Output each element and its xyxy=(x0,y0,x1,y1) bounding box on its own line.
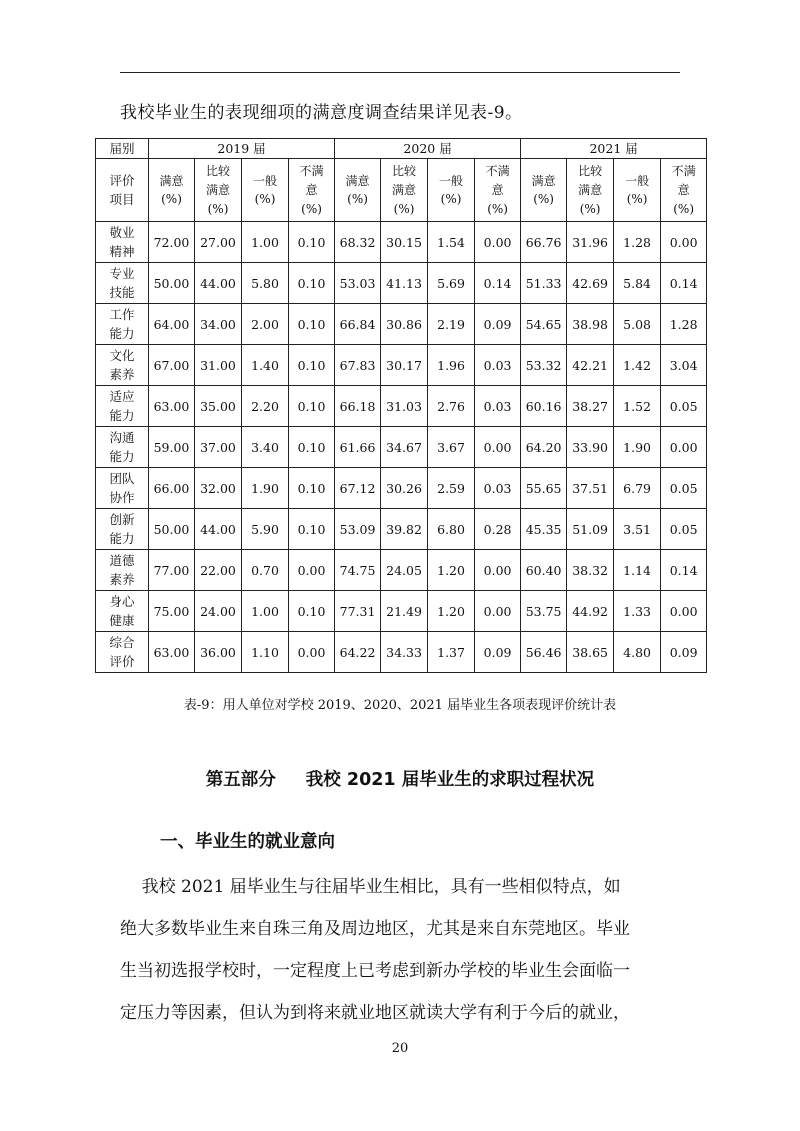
paragraph-line: 绝大多数毕业生来自珠三角及周边地区，尤其是来自东莞地区。毕业 xyxy=(120,919,630,939)
table-row xyxy=(96,468,707,509)
table-cell: 5.84 xyxy=(614,263,661,304)
table-row xyxy=(96,427,707,468)
part-number: 第五部分 xyxy=(205,770,276,790)
table-cell: 1.42 xyxy=(614,345,661,386)
table-cell: 44.92 xyxy=(567,591,614,632)
table-cell: 5.90 xyxy=(242,509,289,550)
table-row xyxy=(96,304,707,345)
table-cell: 0.14 xyxy=(475,263,521,304)
table-cell: 31.00 xyxy=(195,345,242,386)
table-cell: 67.00 xyxy=(149,345,195,386)
table-cell: 31.96 xyxy=(567,222,614,263)
table-cell: 51.33 xyxy=(521,263,567,304)
table-cell: 1.00 xyxy=(242,591,289,632)
table-row xyxy=(96,550,707,591)
table-cell: 1.00 xyxy=(242,222,289,263)
table-cell: 38.27 xyxy=(567,386,614,427)
table-cell: 53.32 xyxy=(521,345,567,386)
column-header: 一般 (%) xyxy=(242,159,289,222)
table-row xyxy=(96,345,707,386)
table-cell: 53.09 xyxy=(335,509,381,550)
part-title xyxy=(0,766,800,791)
table-cell: 61.66 xyxy=(335,427,381,468)
column-header: 不满 意 (%) xyxy=(475,159,521,222)
table-cell: 53.03 xyxy=(335,263,381,304)
row-label: 文化 素养 xyxy=(96,345,149,386)
evaluation-table xyxy=(95,138,707,673)
table-cell: 1.28 xyxy=(661,304,707,345)
table-cell: 3.51 xyxy=(614,509,661,550)
table-cell: 1.90 xyxy=(614,427,661,468)
table-cell: 0.70 xyxy=(242,550,289,591)
table-cell: 56.46 xyxy=(521,632,567,673)
table-cell: 1.14 xyxy=(614,550,661,591)
row-label: 团队 协作 xyxy=(96,468,149,509)
table-cell: 30.26 xyxy=(381,468,428,509)
table-cell: 1.96 xyxy=(428,345,475,386)
table-cell: 5.80 xyxy=(242,263,289,304)
table-cell: 0.10 xyxy=(289,386,335,427)
row-label: 沟通 能力 xyxy=(96,427,149,468)
column-header: 比较 满意 (%) xyxy=(567,159,614,222)
table-cell: 66.76 xyxy=(521,222,567,263)
table-cell: 22.00 xyxy=(195,550,242,591)
table-cell: 0.00 xyxy=(661,427,707,468)
corner-bottom-cell: 评价 项目 xyxy=(96,159,149,222)
table-row xyxy=(96,632,707,673)
table-cell: 5.08 xyxy=(614,304,661,345)
column-header: 比较 满意 (%) xyxy=(381,159,428,222)
table-cell: 34.33 xyxy=(381,632,428,673)
table-row xyxy=(96,222,707,263)
table-cell: 35.00 xyxy=(195,386,242,427)
table-cell: 0.09 xyxy=(475,632,521,673)
table-cell: 30.17 xyxy=(381,345,428,386)
row-label: 专业 技能 xyxy=(96,263,149,304)
table-cell: 37.00 xyxy=(195,427,242,468)
table-cell: 1.40 xyxy=(242,345,289,386)
table-cell: 51.09 xyxy=(567,509,614,550)
table-row xyxy=(96,263,707,304)
table-cell: 0.10 xyxy=(289,591,335,632)
table-cell: 0.14 xyxy=(661,550,707,591)
year-header: 2019 届 xyxy=(149,139,335,159)
table-row xyxy=(96,591,707,632)
table-cell: 55.65 xyxy=(521,468,567,509)
table-cell: 66.84 xyxy=(335,304,381,345)
table-cell: 54.65 xyxy=(521,304,567,345)
table-row xyxy=(96,509,707,550)
table-cell: 34.00 xyxy=(195,304,242,345)
table-cell: 2.20 xyxy=(242,386,289,427)
column-header: 不满 意 (%) xyxy=(289,159,335,222)
table-cell: 68.32 xyxy=(335,222,381,263)
year-header: 2020 届 xyxy=(335,139,521,159)
table-cell: 45.35 xyxy=(521,509,567,550)
row-label: 身心 健康 xyxy=(96,591,149,632)
section-title: 一、毕业生的就业意向 xyxy=(160,832,335,852)
table-cell: 0.10 xyxy=(289,345,335,386)
table-cell: 24.05 xyxy=(381,550,428,591)
table-cell: 2.59 xyxy=(428,468,475,509)
table-cell: 2.19 xyxy=(428,304,475,345)
table-cell: 1.28 xyxy=(614,222,661,263)
table-cell: 0.03 xyxy=(475,386,521,427)
table-cell: 77.31 xyxy=(335,591,381,632)
table-cell: 0.10 xyxy=(289,509,335,550)
table-cell: 30.15 xyxy=(381,222,428,263)
table-cell: 37.51 xyxy=(567,468,614,509)
table-cell: 4.80 xyxy=(614,632,661,673)
table-cell: 41.13 xyxy=(381,263,428,304)
table-cell: 33.90 xyxy=(567,427,614,468)
table-cell: 74.75 xyxy=(335,550,381,591)
table-cell: 0.05 xyxy=(661,386,707,427)
table-cell: 0.00 xyxy=(475,591,521,632)
paragraph-line: 生当初选报学校时，一定程度上已考虑到新办学校的毕业生会面临一 xyxy=(120,961,630,981)
table-cell: 2.76 xyxy=(428,386,475,427)
table-caption: 表-9：用人单位对学校 2019、2020、2021 届毕业生各项表现评价统计表 xyxy=(183,698,617,713)
table-cell: 42.21 xyxy=(567,345,614,386)
table-cell: 3.67 xyxy=(428,427,475,468)
table-cell: 66.18 xyxy=(335,386,381,427)
table-cell: 36.00 xyxy=(195,632,242,673)
intro-text: 我校毕业生的表现细项的满意度调查结果详见表-9。 xyxy=(120,103,523,123)
table-cell: 64.20 xyxy=(521,427,567,468)
table-cell: 0.28 xyxy=(475,509,521,550)
paragraph-line: 我校 2021 届毕业生与往届毕业生相比，具有一些相似特点，如 xyxy=(120,877,621,897)
table-cell: 63.00 xyxy=(149,386,195,427)
table-cell: 30.86 xyxy=(381,304,428,345)
table-cell: 63.00 xyxy=(149,632,195,673)
table-cell: 2.00 xyxy=(242,304,289,345)
table-cell: 0.10 xyxy=(289,263,335,304)
paragraph-line: 定压力等因素，但认为到将来就业地区就读大学有利于今后的就业， xyxy=(120,1003,630,1023)
table-cell: 6.79 xyxy=(614,468,661,509)
table-cell: 0.00 xyxy=(475,427,521,468)
table-cell: 1.52 xyxy=(614,386,661,427)
table-cell: 0.09 xyxy=(475,304,521,345)
table-row xyxy=(96,386,707,427)
row-label: 综合 评价 xyxy=(96,632,149,673)
table-cell: 0.10 xyxy=(289,468,335,509)
table-cell: 32.00 xyxy=(195,468,242,509)
table-cell: 31.03 xyxy=(381,386,428,427)
table-cell: 66.00 xyxy=(149,468,195,509)
table-cell: 0.00 xyxy=(661,222,707,263)
table-cell: 38.65 xyxy=(567,632,614,673)
table-cell: 50.00 xyxy=(149,509,195,550)
row-label: 适应 能力 xyxy=(96,386,149,427)
year-header: 2021 届 xyxy=(521,139,707,159)
table-cell: 0.03 xyxy=(475,468,521,509)
table-cell: 34.67 xyxy=(381,427,428,468)
table-cell: 0.00 xyxy=(289,632,335,673)
table-cell: 59.00 xyxy=(149,427,195,468)
row-label: 创新 能力 xyxy=(96,509,149,550)
row-label: 敬业 精神 xyxy=(96,222,149,263)
table-cell: 39.82 xyxy=(381,509,428,550)
table-cell: 72.00 xyxy=(149,222,195,263)
table-cell: 3.04 xyxy=(661,345,707,386)
table-cell: 1.90 xyxy=(242,468,289,509)
table-cell: 0.14 xyxy=(661,263,707,304)
table-cell: 38.32 xyxy=(567,550,614,591)
table-cell: 0.00 xyxy=(661,591,707,632)
table-cell: 64.00 xyxy=(149,304,195,345)
table-cell: 0.10 xyxy=(289,222,335,263)
table-cell: 5.69 xyxy=(428,263,475,304)
column-header: 一般 (%) xyxy=(614,159,661,222)
part-heading: 我校 2021 届毕业生的求职过程状况 xyxy=(305,770,595,790)
table-cell: 0.03 xyxy=(475,345,521,386)
table-cell: 24.00 xyxy=(195,591,242,632)
table-cell: 27.00 xyxy=(195,222,242,263)
table-cell: 1.37 xyxy=(428,632,475,673)
table-cell: 0.00 xyxy=(289,550,335,591)
row-label: 道德 素养 xyxy=(96,550,149,591)
row-label: 工作 能力 xyxy=(96,304,149,345)
table-cell: 0.05 xyxy=(661,468,707,509)
table-cell: 1.54 xyxy=(428,222,475,263)
table-cell: 1.33 xyxy=(614,591,661,632)
table-cell: 53.75 xyxy=(521,591,567,632)
table-cell: 1.20 xyxy=(428,591,475,632)
table-cell: 64.22 xyxy=(335,632,381,673)
table-cell: 1.20 xyxy=(428,550,475,591)
table-cell: 75.00 xyxy=(149,591,195,632)
table-cell: 60.16 xyxy=(521,386,567,427)
table-cell: 0.00 xyxy=(475,550,521,591)
column-header: 满意 (%) xyxy=(521,159,567,222)
table-cell: 0.10 xyxy=(289,304,335,345)
table-cell: 67.83 xyxy=(335,345,381,386)
column-header: 比较 满意 (%) xyxy=(195,159,242,222)
table-cell: 0.00 xyxy=(475,222,521,263)
table-cell: 50.00 xyxy=(149,263,195,304)
column-header: 满意 (%) xyxy=(335,159,381,222)
page-number: 20 xyxy=(391,1041,409,1056)
table-cell: 6.80 xyxy=(428,509,475,550)
table-cell: 0.09 xyxy=(661,632,707,673)
column-header: 一般 (%) xyxy=(428,159,475,222)
table-cell: 44.00 xyxy=(195,509,242,550)
table-cell: 67.12 xyxy=(335,468,381,509)
body-paragraph xyxy=(120,866,685,1034)
table-cell: 1.10 xyxy=(242,632,289,673)
column-header: 不满 意 (%) xyxy=(661,159,707,222)
table-cell: 0.10 xyxy=(289,427,335,468)
table-cell: 0.05 xyxy=(661,509,707,550)
table-cell: 3.40 xyxy=(242,427,289,468)
table-cell: 42.69 xyxy=(567,263,614,304)
column-header: 满意 (%) xyxy=(149,159,195,222)
table-cell: 77.00 xyxy=(149,550,195,591)
table-cell: 60.40 xyxy=(521,550,567,591)
header-rule xyxy=(120,72,680,73)
corner-top-cell: 届别 xyxy=(96,139,149,159)
table-cell: 44.00 xyxy=(195,263,242,304)
table-cell: 21.49 xyxy=(381,591,428,632)
table-cell: 38.98 xyxy=(567,304,614,345)
